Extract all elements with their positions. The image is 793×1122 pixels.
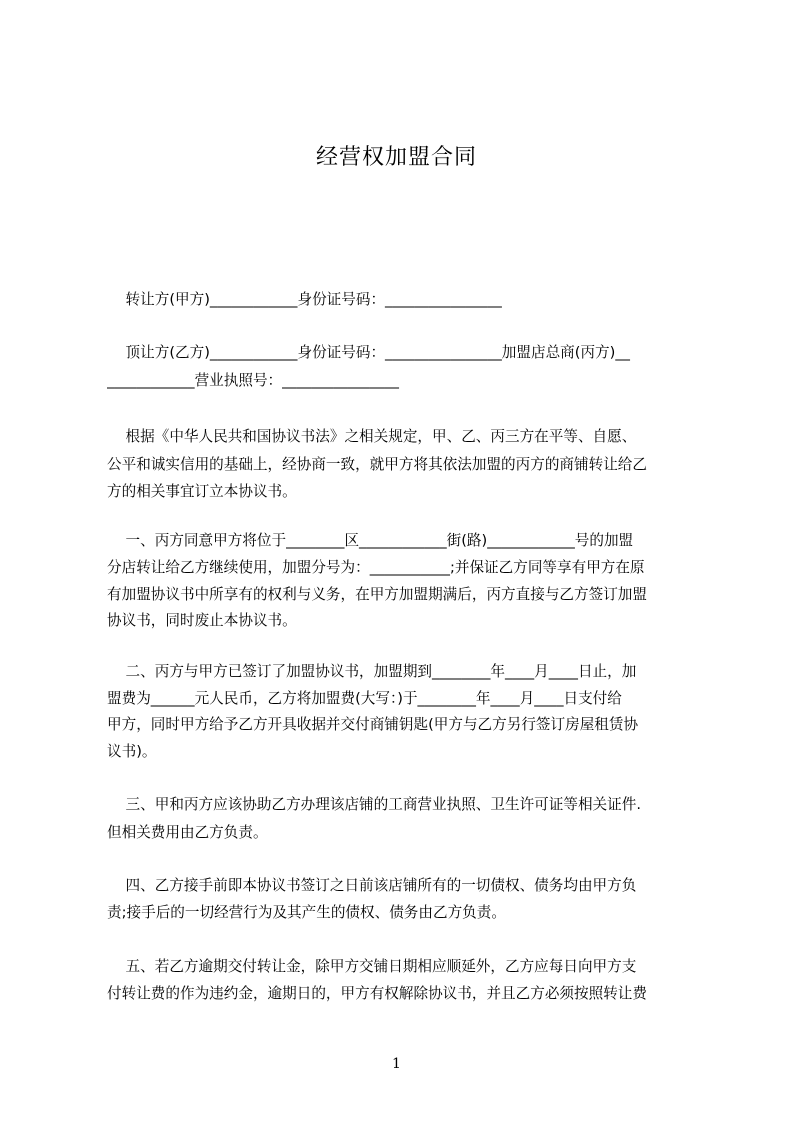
clause-1-line-3: 有加盟协议书中所享有的权利与义务，在甲方加盟期满后，丙方直接与乙方签订加盟 bbox=[107, 586, 647, 603]
clause-2-line-2: 盟费为______元人民币，乙方将加盟费(大写：)于________年____月____日支付给 bbox=[107, 690, 622, 707]
clause-1-line-4: 协议书，同时废止本协议书。 bbox=[107, 612, 297, 629]
document-title: 经营权加盟合同 bbox=[315, 145, 477, 170]
clause-2-line-3: 甲方，同时甲方给予乙方开具收据并交付商铺钥匙(甲方与乙方另行签订房屋租赁协 bbox=[107, 716, 639, 733]
clause-4-line-1: 四、乙方接手前即本协议书签订之日前该店铺所有的一切债权、债务均由甲方负 bbox=[107, 877, 637, 894]
clause-2-line-4: 议书)。 bbox=[107, 743, 157, 760]
clause-4-line-2: 责;接手后的一切经营行为及其产生的债权、债务由乙方负责。 bbox=[107, 904, 506, 921]
preamble-line-1: 根据《中华人民共和国协议书法》之相关规定，甲、乙、丙三方在平等、自愿、 bbox=[107, 428, 637, 445]
clause-1-line-2: 分店转让给乙方继续使用，加盟分号为：___________;并保证乙方同等享有甲方在原 bbox=[107, 559, 645, 576]
party-c-line: ____________营业执照号：________________ bbox=[107, 372, 399, 389]
clause-5-line-1: 五、若乙方逾期交付转让金，除甲方交铺日期相应顺延外，乙方应每日向甲方支 bbox=[107, 958, 637, 975]
party-b-line: 顶让方(乙方)____________身份证号码：________________加盟店总商(丙方)__ bbox=[107, 344, 630, 361]
clause-2-line-1: 二、丙方与甲方已签订了加盟协议书，加盟期到________年____月____日止，加 bbox=[107, 663, 637, 680]
clause-3-line-2: 但相关费用由乙方负责。 bbox=[107, 824, 268, 841]
preamble-line-2: 公平和诚实信用的基础上，经协商一致，就甲方将其依法加盟的丙方的商铺转让给乙 bbox=[107, 456, 647, 473]
clause-1-line-1: 一、丙方同意甲方将位于________区____________街(路)____________号的加盟 bbox=[107, 532, 634, 549]
page-number: 1 bbox=[392, 1056, 401, 1072]
party-a-line: 转让方(甲方)____________身份证号码：________________ bbox=[107, 291, 502, 308]
clause-3-line-1: 三、甲和丙方应该协助乙方办理该店铺的工商营业执照、卫生许可证等相关证件. bbox=[107, 796, 641, 813]
clause-5-line-2: 付转让费的作为违约金，逾期日的，甲方有权解除协议书，并且乙方必须按照转让费 bbox=[107, 985, 647, 1002]
preamble-line-3: 方的相关事宜订立本协议书。 bbox=[107, 483, 297, 500]
